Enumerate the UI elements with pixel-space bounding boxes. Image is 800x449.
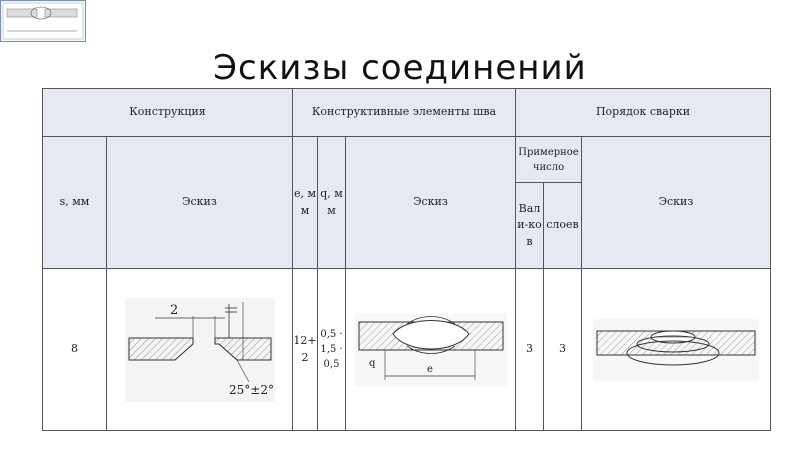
subheader-sketch-seam: Эскиз bbox=[346, 137, 516, 269]
cell-sketch-order bbox=[582, 269, 771, 431]
slide-thumbnail[interactable] bbox=[0, 0, 86, 42]
subheader-sketch-order: Эскиз bbox=[582, 137, 771, 269]
subheader-layers: слоев bbox=[544, 183, 582, 269]
edge-preparation-sketch bbox=[125, 298, 275, 402]
subheader-q-mm: q, мм bbox=[318, 137, 346, 269]
cell-s-value: 8 bbox=[43, 269, 107, 431]
subheader-e-mm: е, мм bbox=[293, 137, 318, 269]
joint-sketch-table bbox=[42, 88, 771, 431]
seam-sketch bbox=[355, 314, 507, 386]
welding-order-sketch bbox=[593, 319, 759, 381]
header-welding-order: Порядок сварки bbox=[516, 89, 771, 137]
cell-sketch-seam bbox=[346, 269, 516, 431]
seam-e-label: e bbox=[426, 363, 433, 375]
cell-passes-value: 3 bbox=[516, 269, 544, 431]
slide-title: Эскизы соединений bbox=[213, 48, 587, 88]
header-seam-elements: Конструктивные элементы шва bbox=[293, 89, 516, 137]
cell-q-value: 0,5 · 1,5 · 0,5 bbox=[318, 269, 346, 431]
header-construction: Конструкция bbox=[43, 89, 293, 137]
subheader-approx-number: Примерное число bbox=[516, 137, 582, 183]
subheader-s-mm: s, мм bbox=[43, 137, 107, 269]
subheader-passes: Вали-ков bbox=[516, 183, 544, 269]
cell-layers-value: 3 bbox=[544, 269, 582, 431]
cell-e-value: 12+2 bbox=[293, 269, 318, 431]
bevel-angle-label: 25°±2° bbox=[228, 382, 274, 397]
seam-q-label: q bbox=[368, 357, 375, 369]
cell-sketch-edge-prep bbox=[107, 269, 293, 431]
gap-dimension-label: 2 bbox=[169, 302, 178, 318]
subheader-sketch: Эскиз bbox=[107, 137, 293, 269]
